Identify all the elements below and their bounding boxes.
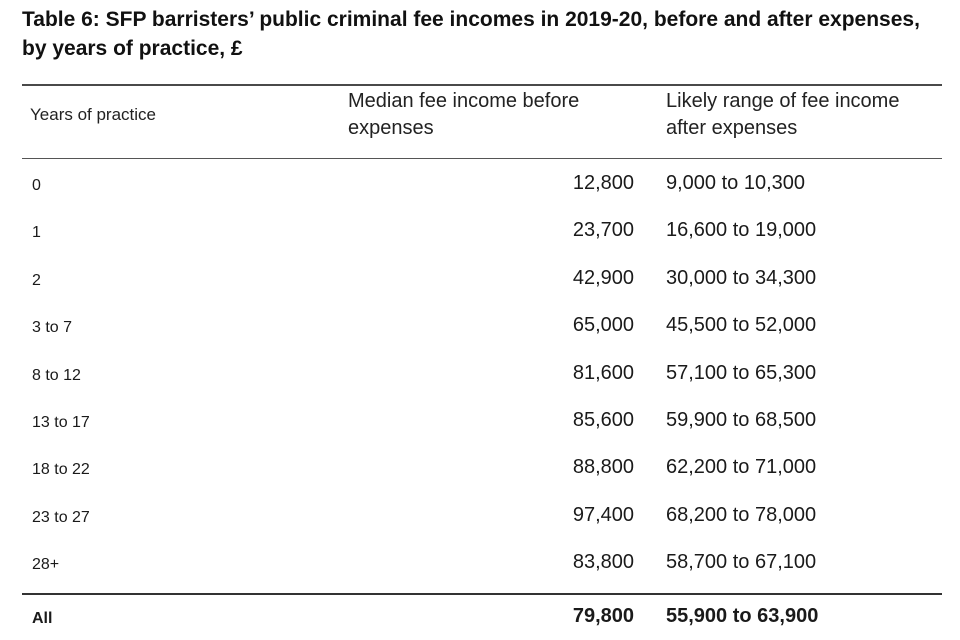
range-cell: 68,200 to 78,000 [666,503,817,526]
total-median-cell: 79,800 [572,605,634,627]
table-row [22,494,942,541]
range-cell: 59,900 to 68,500 [666,408,817,431]
median-cell: 23,700 [572,219,634,242]
median-cell: 65,000 [572,314,634,337]
total-range-cell: 55,900 to 63,900 [666,605,819,627]
table-body [22,162,942,589]
header-median-fee-income: Median fee income before expenses [348,90,580,139]
total-row [22,594,942,634]
years-cell: 18 to 22 [32,461,90,479]
table-row [22,446,942,493]
table-top-rule [22,84,942,86]
table-row [22,304,942,351]
median-cell: 88,800 [572,456,634,479]
median-cell: 12,800 [572,172,634,194]
range-cell: 62,200 to 71,000 [666,456,817,479]
range-cell: 30,000 to 34,300 [666,266,817,289]
table-title: Table 6: SFP barristers’ public criminal fee incomes in 2019-20, before and after expenses, by years of practice, £ [22,8,920,60]
range-cell: 57,100 to 65,300 [666,361,817,384]
table-row [22,399,942,446]
total-years-cell: All [32,610,53,627]
range-cell: 9,000 to 10,300 [666,172,806,194]
years-cell: 8 to 12 [32,366,81,384]
years-cell: 2 [32,271,41,289]
table-row [22,162,942,209]
header-years-of-practice: Years of practice [30,105,156,124]
table-row [22,209,942,256]
years-cell: 1 [32,224,41,242]
median-cell: 42,900 [572,266,634,289]
range-cell: 45,500 to 52,000 [666,314,817,337]
years-cell: 0 [32,177,41,194]
table-row [22,257,942,304]
median-cell: 97,400 [572,503,634,526]
table-row [22,541,942,588]
header-bottom-rule [22,158,942,159]
range-cell: 16,600 to 19,000 [666,219,817,242]
median-cell: 83,800 [572,551,634,574]
range-cell: 58,700 to 67,100 [666,551,817,574]
years-cell: 13 to 17 [32,413,90,431]
years-cell: 23 to 27 [32,508,90,526]
table-row [22,352,942,399]
years-cell: 3 to 7 [32,319,73,337]
median-cell: 85,600 [572,408,634,431]
header-likely-range: Likely range of fee income after expenses [666,90,900,139]
median-cell: 81,600 [572,361,634,384]
years-cell: 28+ [32,556,60,574]
